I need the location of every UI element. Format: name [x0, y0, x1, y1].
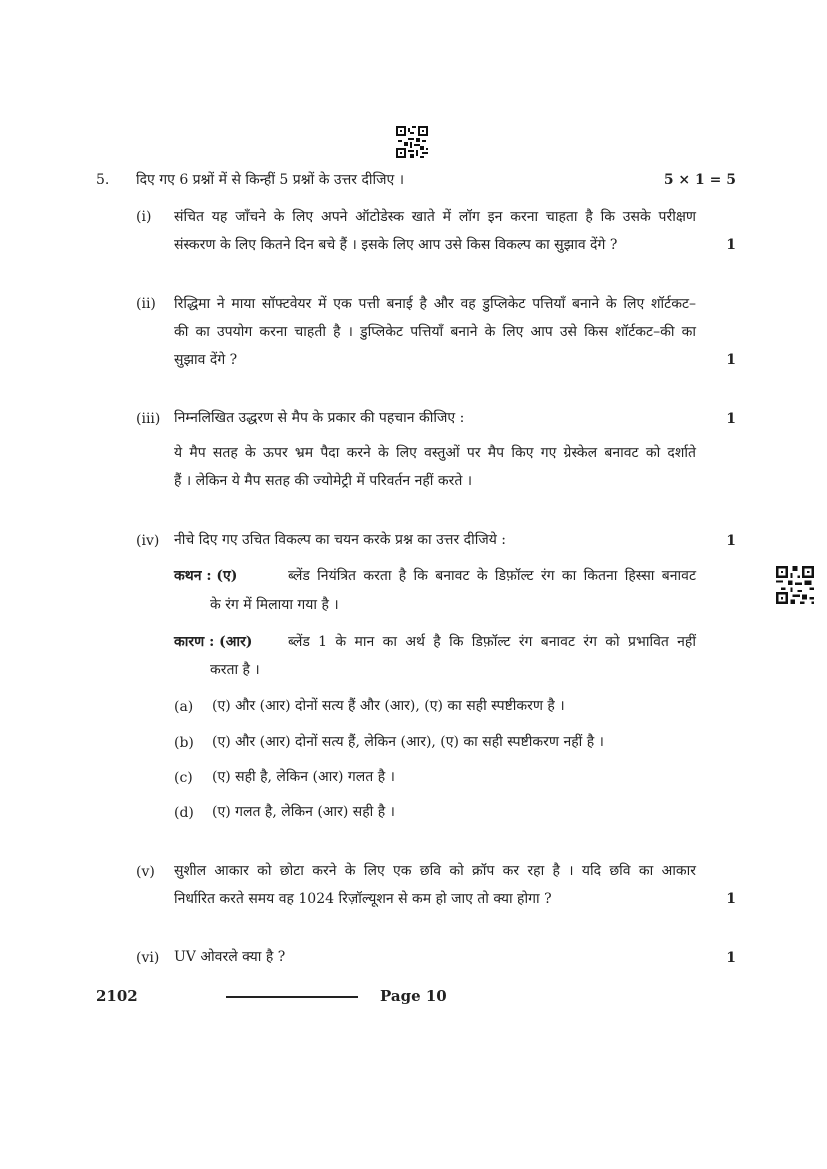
item-text-line: सुशील आकार को छोटा करने के लिए एक छवि को क्रॉप कर रहा है । यदि छवि का आकार [174, 863, 696, 879]
item-number: (iii) [136, 411, 161, 427]
item-marks: 1 [726, 891, 736, 907]
question-number: 5. [96, 172, 110, 188]
item-text-line: सुझाव देंगे ? [174, 352, 238, 368]
option-text: (ए) और (आर) दोनों सत्य हैं और (आर), (ए) का सही स्पष्टीकरण है । [212, 698, 565, 714]
item-marks: 1 [726, 533, 736, 549]
item-text-line: नीचे दिए गए उचित विकल्प का चयन करके प्रश्न का उत्तर दीजिये : [174, 532, 507, 548]
qr-code-side [776, 566, 814, 604]
reason-line: ब्लेंड 1 के मान का अर्थ है कि डिफ़ॉल्ट रंग बनावट रंग को प्रभावित नहीं [288, 634, 696, 650]
question-instruction: दिए गए 6 प्रश्नों में से किन्हीं 5 प्रश्नों के उत्तर दीजिए । [136, 172, 405, 188]
paper-code: 2102 [96, 987, 138, 1005]
option-key: (a) [174, 699, 194, 715]
extract-line: ये मैप सतह के ऊपर भ्रम पैदा करने के लिए वस्तुओं पर मैप किए गए ग्रेस्केल बनावट को दर्शाते [174, 445, 696, 461]
assertion-line: ब्लेंड नियंत्रित करता है कि बनावट के डिफ़ॉल्ट रंग का कितना हिस्सा बनावट [288, 568, 696, 584]
reason-line: करता है । [210, 662, 260, 678]
item-text-line: संस्करण के लिए कितने दिन बचे हैं । इसके लिए आप उसे किस विकल्प का सुझाव देंगे ? [174, 237, 618, 253]
option-text: (ए) गलत है, लेकिन (आर) सही है । [212, 804, 395, 820]
item-text-line: निर्धारित करते समय वह 1024 रिज़ॉल्यूशन से कम हो जाए तो क्या होगा ? [174, 891, 552, 907]
item-text-line: निम्नलिखित उद्धरण से मैप के प्रकार की पहचान कीजिए : [174, 410, 465, 426]
item-number: (vi) [136, 950, 160, 966]
reason-label: कारण : (आर) [174, 634, 253, 650]
option-text: (ए) और (आर) दोनों सत्य हैं, लेकिन (आर), (ए) का सही स्पष्टीकरण नहीं है । [212, 734, 604, 750]
item-number: (ii) [136, 296, 156, 312]
item-number: (iv) [136, 533, 160, 549]
page-number: Page 10 [380, 987, 447, 1005]
option-key: (d) [174, 805, 194, 821]
option-key: (b) [174, 735, 194, 751]
item-text-line: की का उपयोग करना चाहती है । डुप्लिकेट पत्तियाँ बनाने के लिए आप उसे किस शॉर्टकट–की का [174, 324, 696, 340]
item-text-line: संचित यह जाँचने के लिए अपने ऑटोडेस्क खाते में लॉग इन करना चाहता है कि उसके परीक्षण [174, 209, 696, 225]
item-text-line: UV ओवरले क्या है ? [174, 949, 286, 965]
option-key: (c) [174, 770, 193, 786]
assertion-line: के रंग में मिलाया गया है । [210, 597, 339, 613]
item-text-line: रिद्धिमा ने माया सॉफ्टवेयर में एक पत्ती बनाई है और वह डुप्लिकेट पत्तियाँ बनाने के लिए शॉर्टकट– [174, 296, 696, 312]
item-number: (v) [136, 864, 155, 880]
question-marks-total: 5 × 1 = 5 [663, 172, 736, 188]
item-marks: 1 [726, 411, 736, 427]
item-marks: 1 [726, 237, 736, 253]
assertion-label: कथन : (ए) [174, 568, 238, 584]
extract-line: हैं । लेकिन ये मैप सतह की ज्योमेट्री में परिवर्तन नहीं करते । [174, 473, 473, 489]
item-marks: 1 [726, 352, 736, 368]
footer-divider [226, 996, 358, 998]
qr-code-top [396, 126, 428, 158]
item-marks: 1 [726, 950, 736, 966]
item-number: (i) [136, 209, 152, 225]
option-text: (ए) सही है, लेकिन (आर) गलत है । [212, 769, 395, 785]
